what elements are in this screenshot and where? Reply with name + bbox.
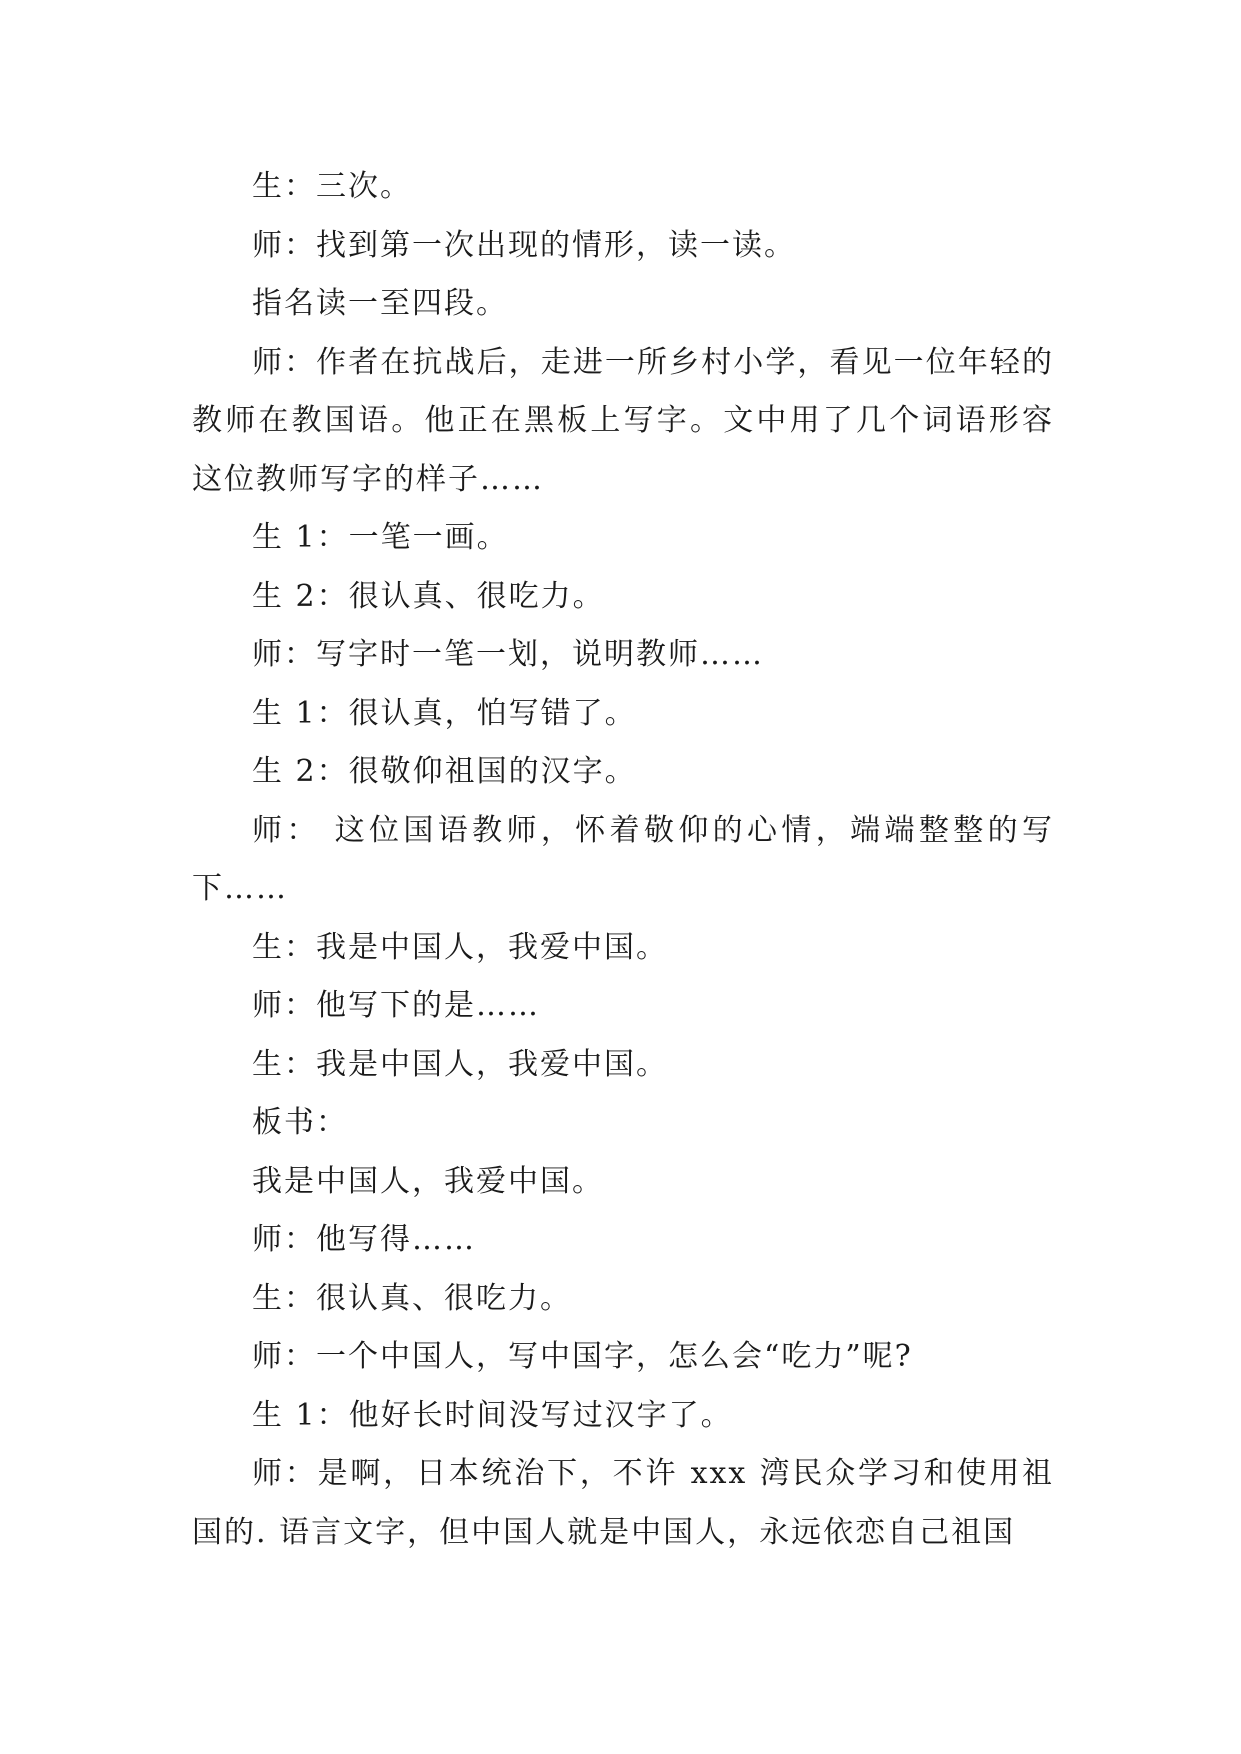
paragraph: 板书： (252, 1105, 348, 1140)
paragraph: 生：我是中国人，我爱中国。 (252, 929, 668, 965)
paragraph: 师：是啊，日本统治下，不许 xxx 湾民众学习和使用祖国的. 语言文字，但中国人就是中国人，永远依恋自己祖国 (192, 1456, 1054, 1550)
paragraph: 生 1：很认真，怕写错了。 (252, 695, 637, 731)
paragraph: 师： 这位国语教师，怀着敬仰的心情，端端整整的写下…… (192, 812, 1054, 906)
paragraph: 师：一个中国人，写中国字，怎么会“吃力”呢? (252, 1339, 913, 1374)
paragraph: 师：写字时一笔一划，说明教师…… (252, 637, 764, 672)
paragraph: 生：很认真、很吃力。 (252, 1280, 572, 1316)
paragraph: 师：他写得…… (252, 1222, 476, 1257)
paragraph: 指名读一至四段。 (252, 286, 508, 321)
document-body (192, 158, 1054, 1562)
paragraph: 生 1：他好长时间没写过汉字了。 (252, 1397, 733, 1433)
paragraph: 生：三次。 (252, 169, 412, 204)
paragraph: 师：他写下的是…… (252, 988, 540, 1023)
paragraph: 我是中国人，我爱中国。 (252, 1163, 604, 1199)
paragraph: 师：找到第一次出现的情形，读一读。 (252, 227, 796, 263)
paragraph: 生：我是中国人，我爱中国。 (252, 1046, 668, 1082)
paragraph: 生 2：很认真、很吃力。 (252, 578, 605, 614)
paragraph: 生 2：很敬仰祖国的汉字。 (252, 754, 637, 789)
paragraph: 师：作者在抗战后，走进一所乡村小学，看见一位年轻的教师在教国语。他正在黑板上写字。文中用了几个词语形容这位教师写字的样子…… (192, 344, 1054, 497)
paragraph: 生 1：一笔一画。 (252, 520, 509, 555)
